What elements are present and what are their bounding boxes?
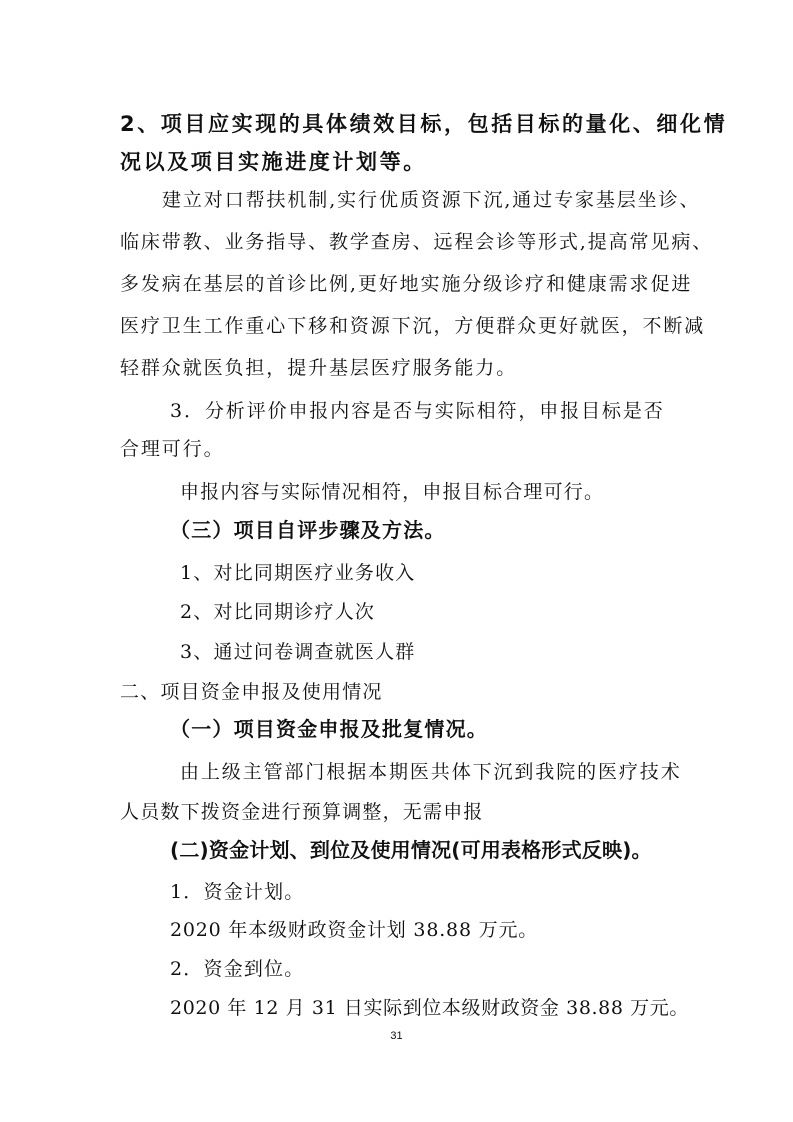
goals-paragraph-line-2: 临床带教、业务指导、教学查房、远程会诊等形式,提高常见病、 [120,231,714,253]
goals-paragraph-line-3: 多发病在基层的首诊比例,更好地实施分级诊疗和健康需求促进 [120,273,693,295]
section-3-heading: （三）项目自评步骤及方法。 [170,518,446,542]
fund-arrival-label: 2．资金到位。 [170,958,305,980]
goals-paragraph-line-4: 医疗卫生工作重心下移和资源下沉，方便群众更好就医，不断减 [120,315,706,337]
question-3-line-2: 合理可行。 [120,438,225,460]
sub-2-heading: (二)资金计划、到位及使用情况(可用表格形式反映)。 [170,838,652,862]
fund-plan-label: 1．资金计划。 [170,881,305,903]
fund-plan-text: 2020 年本级财政资金计划 38.88 万元。 [170,919,539,941]
question-3-line-1: 3．分析评价申报内容是否与实际相符，申报目标是否 [170,400,665,422]
sub-1-paragraph-line-2: 人员数下拨资金进行预算调整，无需申报 [120,801,484,823]
step-1: 1、对比同期医疗业务收入 [180,562,416,584]
part-2-heading: 二、项目资金申报及使用情况 [120,681,383,703]
goals-heading-line-1: 2、项目应实现的具体绩效目标，包括目标的量化、细化情 [120,112,728,136]
sub-1-heading: （一）项目资金申报及批复情况。 [170,717,488,741]
goals-heading-line-2: 况以及项目实施进度计划等。 [120,150,427,174]
step-2: 2、对比同期诊疗人次 [180,601,376,623]
page-number: 31 [390,1030,403,1042]
goals-paragraph-line-1: 建立对口帮扶机制,实行优质资源下沉,通过专家基层坐诊、 [162,189,701,211]
step-3: 3、通过问卷调查就医人群 [180,641,416,663]
fund-arrival-text: 2020 年 12 月 31 日实际到位本级财政资金 38.88 万元。 [170,997,689,1019]
sub-1-paragraph-line-1: 由上级主管部门根据本期医共体下沉到我院的医疗技术 [180,761,682,783]
goals-paragraph-line-5: 轻群众就医负担，提升基层医疗服务能力。 [120,357,518,379]
question-3-answer: 申报内容与实际情况相符，申报目标合理可行。 [180,481,605,503]
